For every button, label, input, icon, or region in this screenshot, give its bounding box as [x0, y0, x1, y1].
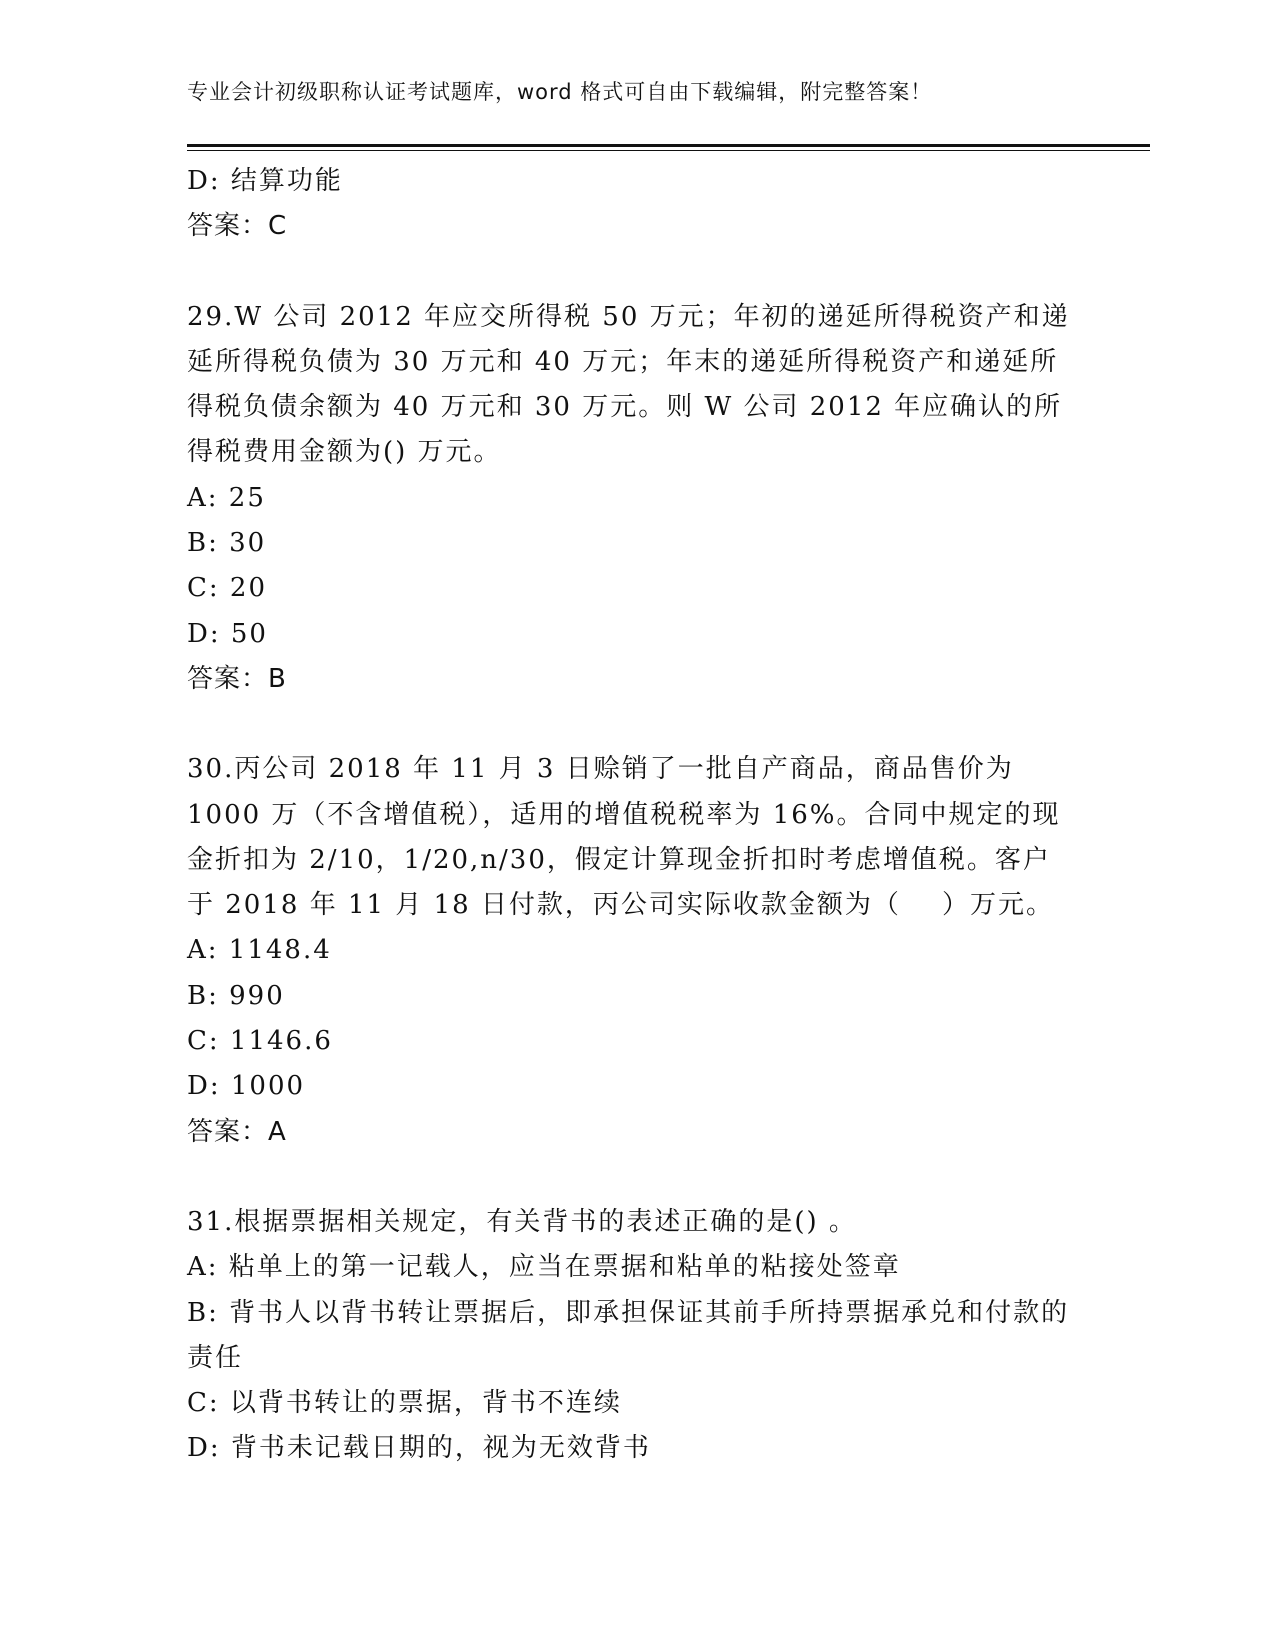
spacer: [187, 702, 1087, 747]
question-30-option-a: A: 1148.4: [187, 935, 332, 966]
question-29-option-d: D: 50: [187, 618, 268, 649]
question-29-stem: 29.W 公司 2012 年应交所得税 50 万元；年初的递延所得税资产和递延所得税负债为 30 万元和 40 万元；年末的递延所得税资产和递延所得税负债余额为 40 万元和 30 万元。则 W 公司 2012 年应确认的所得税费用金额为() 万元。: [187, 301, 1070, 468]
question-31-stem: 31.根据票据相关规定，有关背书的表述正确的是() 。: [187, 1206, 857, 1237]
question-29-option-a: A: 25: [187, 482, 266, 513]
question-29-option-b: B: 30: [187, 528, 267, 559]
page-header: 专业会计初级职称认证考试题库，word 格式可自由下载编辑，附完整答案！: [187, 80, 933, 104]
header-rule-thick: [187, 144, 1150, 147]
header-rule-thin: [187, 150, 1150, 151]
question-30-answer: 答案：A: [187, 1116, 287, 1147]
question-30-option-d: D: 1000: [187, 1071, 306, 1102]
spacer: [187, 1155, 1087, 1200]
question-31-option-b: B: 背书人以背书转让票据后，即承担保证其前手所持票据承兑和付款的责任: [187, 1297, 1070, 1373]
prev-option-d: D: 结算功能: [187, 166, 343, 196]
prev-answer: 答案：C: [187, 211, 288, 242]
question-29-answer: 答案：B: [187, 663, 287, 694]
question-30-option-c: C: 1146.6: [187, 1026, 333, 1057]
document-body: [187, 159, 1087, 1472]
question-31-option-a: A: 粘单上的第一记载人，应当在票据和粘单的粘接处签章: [187, 1252, 901, 1283]
question-31-option-c: C: 以背书转让的票据，背书不连续: [187, 1388, 622, 1419]
question-31-option-d: D: 背书未记载日期的，视为无效背书: [187, 1433, 651, 1464]
question-29-option-c: C: 20: [187, 573, 268, 604]
question-30-stem: 30.丙公司 2018 年 11 月 3 日赊销了一批自产商品，商品售价为 1000 万（不含增值税），适用的增值税税率为 16%。合同中规定的现金折扣为 2/10，1/20,n/30，假定计算现金折扣时考虑增值税。客户于 2018 年 11 月 18 日付款，丙公司实际收款金额为（ ）万元。: [187, 754, 1061, 921]
spacer: [187, 250, 1087, 295]
question-30-option-b: B: 990: [187, 980, 285, 1011]
